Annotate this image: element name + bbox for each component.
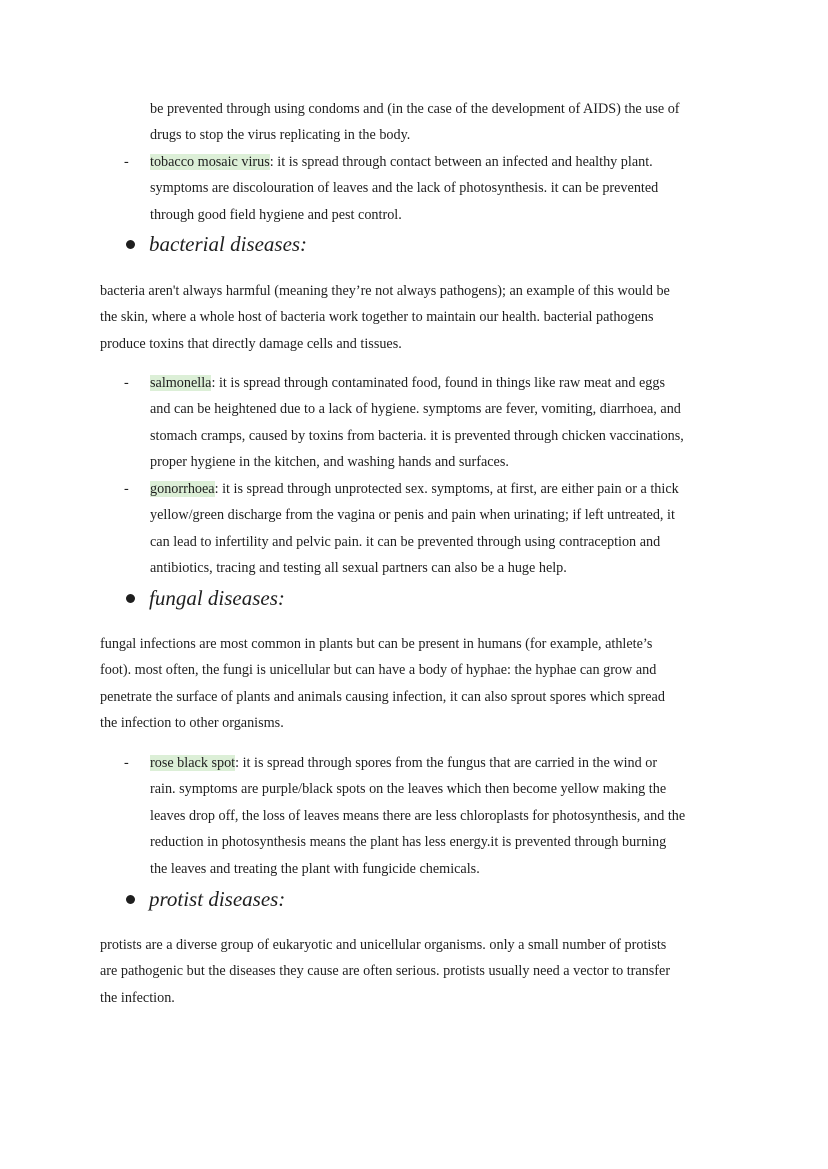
paragraph-bacterial [100,278,732,357]
section-heading-fungal [126,584,285,612]
previous-item-continuation [150,96,740,149]
text-line [150,149,740,175]
term-description: : it is spread through contact between an infected and healthy plant. [269,154,653,170]
section-heading-protist [126,885,285,913]
list-item-salmonella [124,370,740,476]
highlighted-term: salmonella [150,375,212,391]
list-item-gonorrhoea [124,476,740,582]
list-item-rose-black-spot [124,750,740,882]
term-description: : it is spread through unprotected sex. symptoms, at first, are either pain or a thick [214,481,679,497]
text-line: bacteria aren't always harmful (meaning they’re not always pathogens); an example of this would be [100,283,670,299]
text-line: foot). most often, the fungi is unicellular but can have a body of hyphae: the hyphae can grow and [100,662,657,679]
text-line: penetrate the surface of plants and animals causing infection, it can also sprout spores which spread [100,688,665,705]
term-description: : it is spread through spores from the fungus that are carried in the wind or [235,755,658,771]
heading-text: fungal diseases: [149,586,285,610]
text-line: can lead to infertility and pelvic pain. it can be prevented through using contraception and [150,533,661,550]
dash-marker: - [124,755,129,771]
heading-text: bacterial diseases: [149,232,308,256]
list-item-tobacco-mosaic-virus [124,149,740,228]
text-line: the infection. [100,989,175,1006]
text-line: yellow/green discharge from the vagina or penis and pain when urinating; if left untreated, it [150,507,675,524]
text-line: are pathogenic but the diseases they cause are often serious. protists usually need a vector to transfer [100,963,671,980]
text-line: reduction in photosynthesis means the plant has less energy.it is prevented through burning [150,834,667,851]
text-line: through good field hygiene and pest control. [150,206,402,223]
dash-marker: - [124,481,129,497]
bullet-icon [126,895,135,904]
highlighted-term: rose black spot [150,755,236,771]
text-line: antibiotics, tracing and testing all sexual partners can also be a huge help. [150,560,567,577]
text-line: symptoms are discolouration of leaves and the lack of photosynthesis. it can be prevented [150,180,659,197]
highlighted-term: gonorrhoea [150,481,215,497]
paragraph-protist [100,932,732,1011]
dash-marker: - [124,375,129,391]
text-line: drugs to stop the virus replicating in the body. [150,127,411,144]
text-line: fungal infections are most common in plants but can be present in humans (for example, athlete’s [100,636,653,652]
heading-text: protist diseases: [149,887,286,911]
text-line: produce toxins that directly damage cells and tissues. [100,335,402,352]
text-line: leaves drop off, the loss of leaves means there are less chloroplasts for photosynthesis, and the [150,807,686,824]
text-line: the infection to other organisms. [100,715,284,732]
text-line [150,370,740,396]
bullet-icon [126,594,135,603]
section-heading-bacterial [126,230,307,258]
text-line: protists are a diverse group of eukaryotic and unicellular organisms. only a small number of protists [100,937,667,953]
text-line: stomach cramps, caused by toxins from bacteria. it is prevented through chicken vaccinations, [150,427,684,444]
text-line: be prevented through using condoms and (in the case of the development of AIDS) the use of [150,101,680,117]
term-description: : it is spread through contaminated food, found in things like raw meat and eggs [211,375,665,391]
highlighted-term: tobacco mosaic virus [150,154,270,170]
text-line: and can be heightened due to a lack of hygiene. symptoms are fever, vomiting, diarrhoea, and [150,401,681,418]
paragraph-fungal [100,631,732,737]
text-line: the skin, where a whole host of bacteria work together to maintain our health. bacterial pathogens [100,309,654,326]
text-line [150,476,740,502]
text-line: proper hygiene in the kitchen, and washing hands and surfaces. [150,454,509,471]
text-line: rain. symptoms are purple/black spots on the leaves which then become yellow making the [150,781,667,798]
text-line: the leaves and treating the plant with fungicide chemicals. [150,860,480,877]
text-line [150,750,740,776]
bullet-icon [126,240,135,249]
dash-marker: - [124,154,129,170]
